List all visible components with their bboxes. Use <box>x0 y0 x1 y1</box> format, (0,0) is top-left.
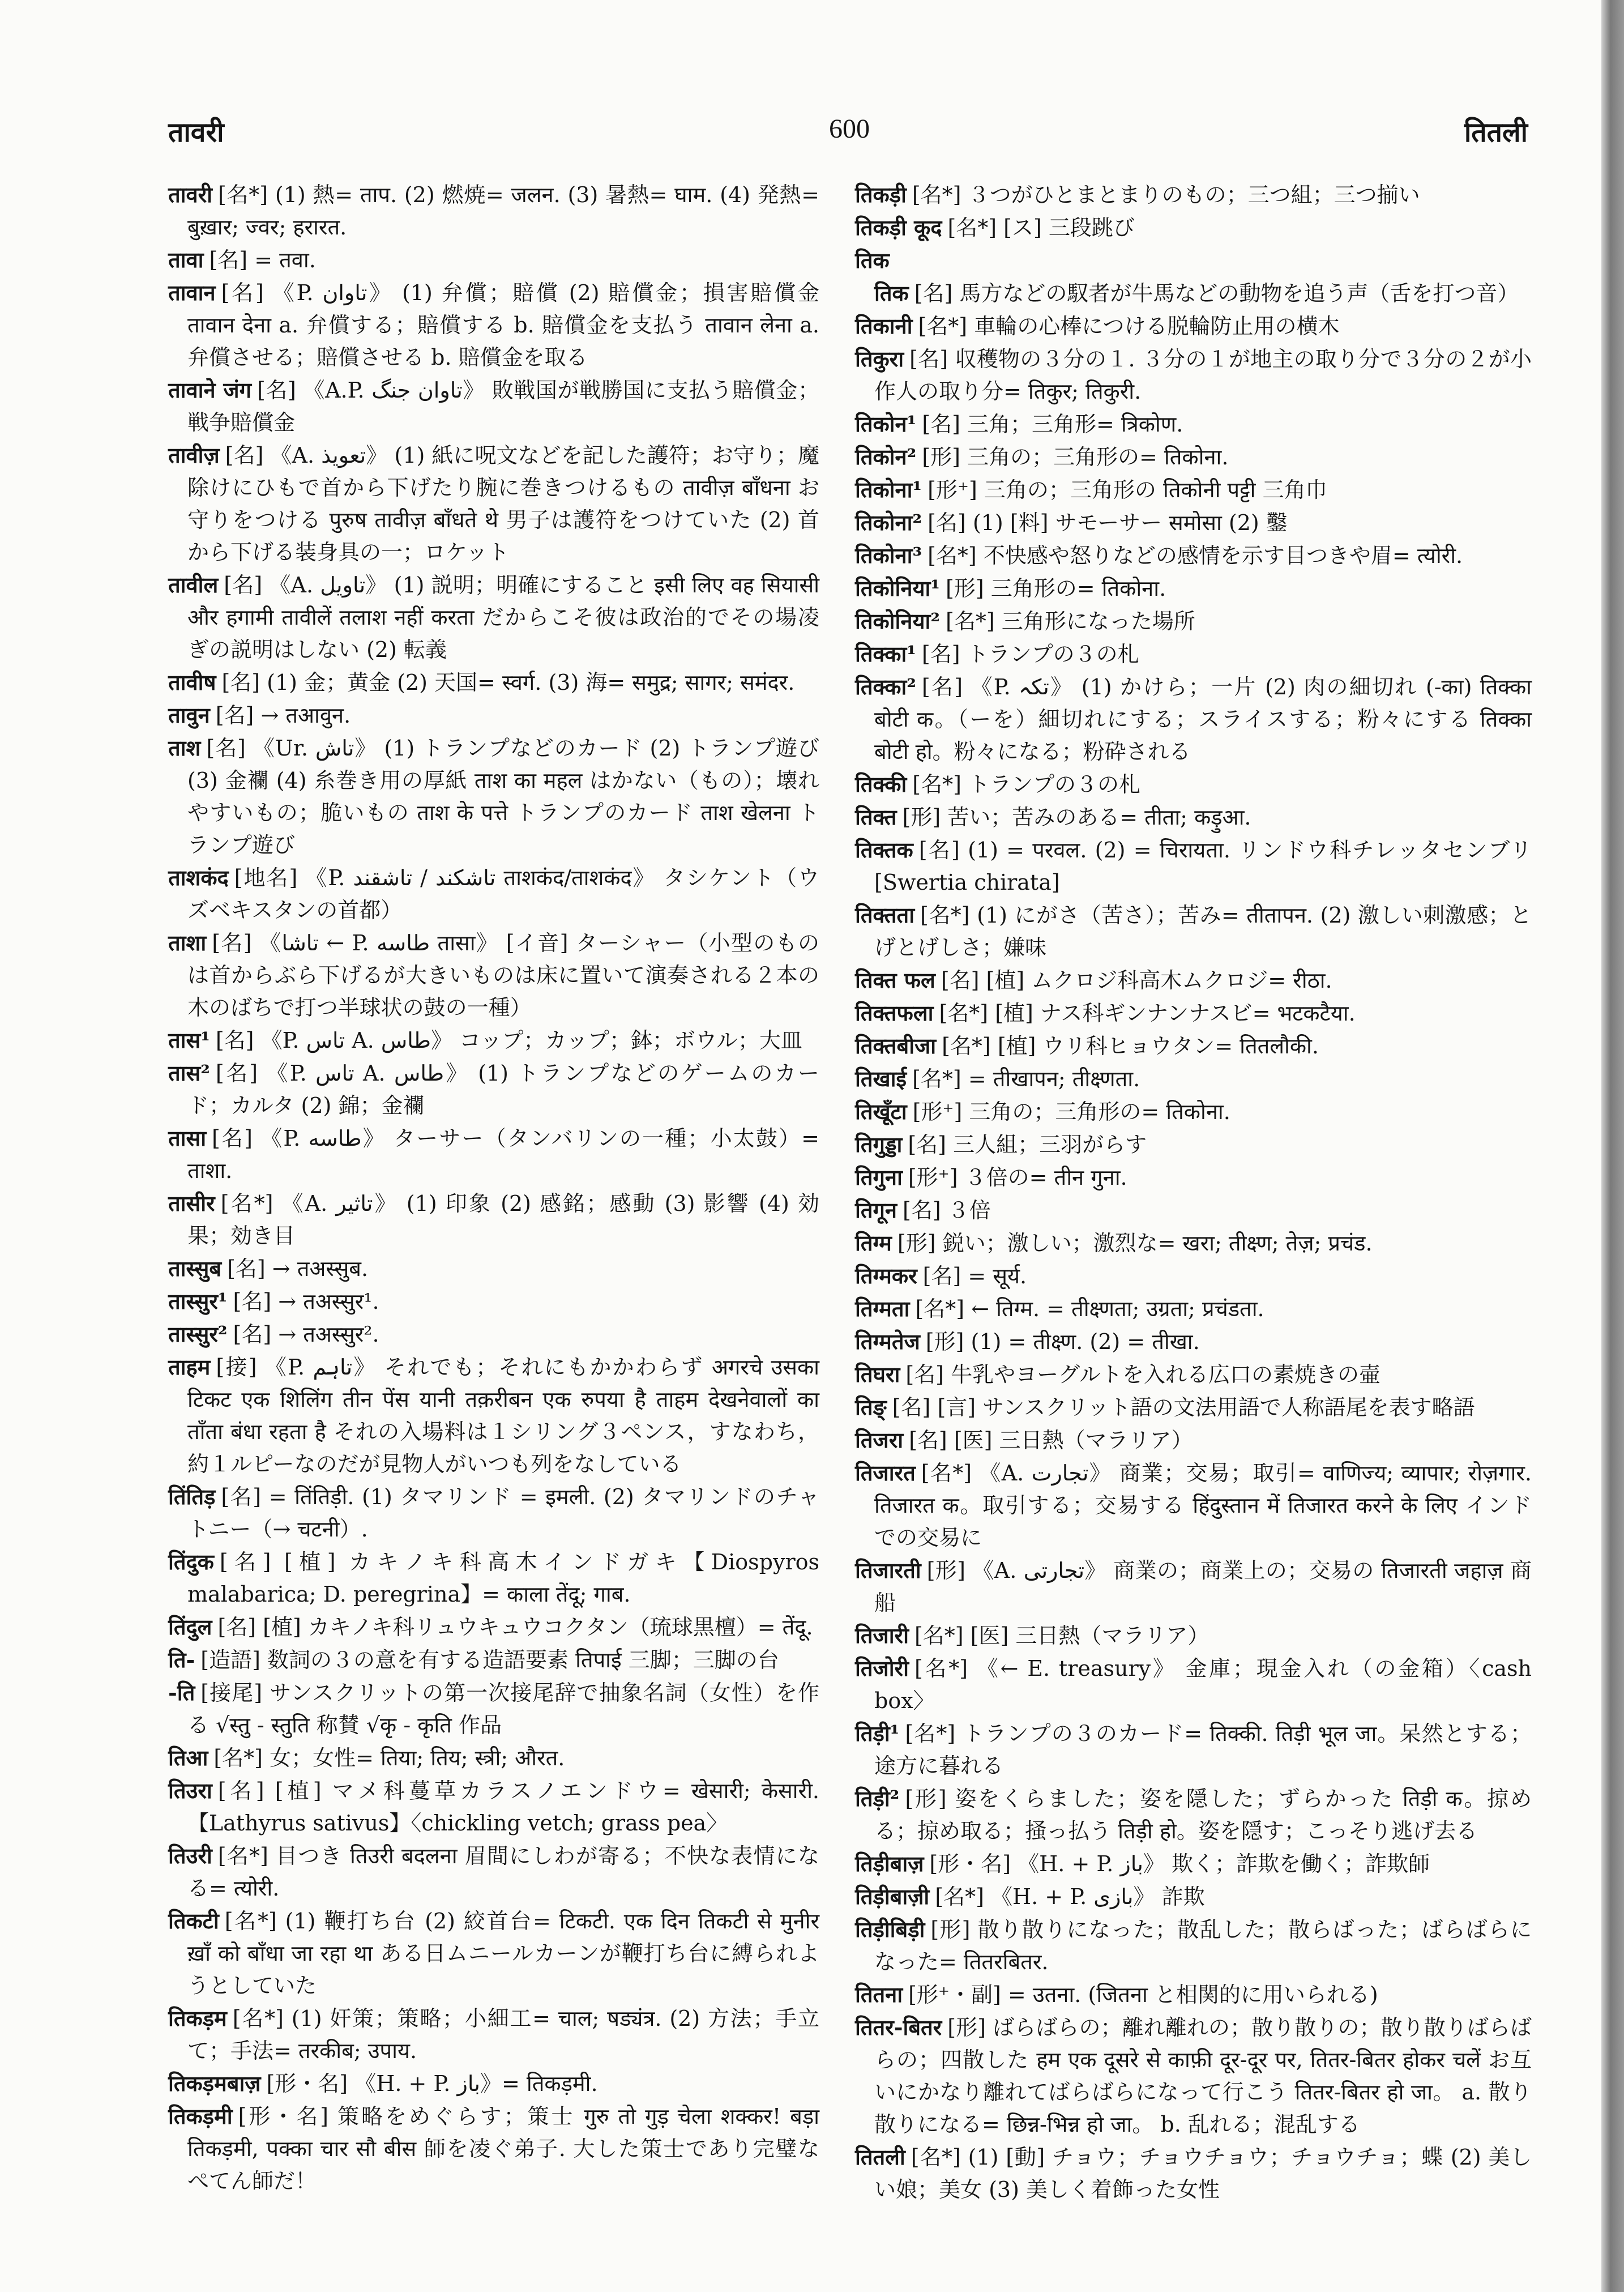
entry-headword: तिक्त फल <box>855 967 935 993</box>
entry-headword: तिग्म <box>855 1230 892 1256</box>
entry-definition: [接尾] サンスクリットの第一次接尾辞で抽象名詞（女性）を作る √स्तु - स्तुति 称賛 √कृ - कृति 作品 <box>187 1680 819 1738</box>
entry-headword: तिजारती <box>855 1557 921 1583</box>
dictionary-entry <box>168 1057 819 1122</box>
entry-definition: [名*] 不快感や怒りなどの感情を示す目つきや眉= त्योरी. <box>928 543 1463 568</box>
entry-headword: तासीर <box>168 1190 215 1216</box>
dictionary-entry <box>168 927 819 1024</box>
entry-definition: [名*] (1) にがさ（苦さ）；苦み= तीतापन. (2) 激しい刺激感；とげとげしさ；嫌味 <box>874 903 1532 960</box>
dictionary-entry <box>168 1318 819 1351</box>
dictionary-entry <box>855 1847 1532 1880</box>
dictionary-entry <box>855 1424 1532 1457</box>
entry-definition: [名] → तअस्सुर¹. <box>233 1289 379 1314</box>
dictionary-entry <box>168 1252 819 1285</box>
entry-definition: [名] 《A.P. تاوان جنگ》 敗戦国が戦勝国に支払う賠償金；戦争賠償金 <box>187 378 819 435</box>
dictionary-entry <box>855 899 1532 964</box>
entry-headword: ति- <box>168 1647 195 1672</box>
entry-headword: तिक्त <box>855 804 897 830</box>
entry-headword: तिकोना³ <box>855 543 922 568</box>
dictionary-entry <box>168 1351 819 1480</box>
entry-headword: तिकोन¹ <box>855 411 917 437</box>
entry-definition: [名] ３倍 <box>903 1198 991 1223</box>
dictionary-entry <box>855 605 1532 638</box>
entry-definition: [名] トランプの３の札 <box>921 642 1139 667</box>
entry-headword: तिउरा <box>168 1778 212 1803</box>
entry-definition: [名] 《P. تاس A. طاس》 コップ；カップ；鉢；ボウル；大皿 <box>215 1028 802 1053</box>
dictionary-entry <box>855 441 1532 473</box>
header-guide-word-right: तितली <box>1464 117 1528 148</box>
entry-headword: तिक तिक <box>855 247 909 306</box>
entry-definition: [名*] 女；女性= तिया; तिय; स्त्री; औरत. <box>213 1745 565 1770</box>
dictionary-entry <box>168 569 819 666</box>
entry-definition: [名*] [植] ナス科ギンナンナスビ= भटकटैया. <box>939 1001 1356 1026</box>
entry-headword: -ति <box>168 1680 195 1705</box>
dictionary-entry <box>168 1122 819 1187</box>
entry-headword: तास्सुर¹ <box>168 1288 228 1314</box>
entry-headword: तितली <box>855 2144 905 2170</box>
dictionary-entry <box>855 1978 1532 2011</box>
entry-definition: [名] [植] カキノキ科リュウキュウコクタン（琉球黒檀）= तेंदू. <box>217 1615 813 1640</box>
entry-headword: ताशा <box>168 930 207 955</box>
entry-headword: तिकड़मी <box>168 2103 233 2129</box>
dictionary-entry <box>855 310 1532 343</box>
entry-definition: [名*] ← तिग्म. = तीक्ष्णता; उग्रता; प्रचंडता. <box>915 1296 1264 1321</box>
entry-definition: [名*] ３つがひとまとまりのもの；三つ組；三つ揃い <box>912 182 1420 207</box>
dictionary-entry <box>168 699 819 732</box>
entry-definition: [名] = तिंतिड़ी. (1) タマリンド = इमली. (2) タマリンドのチャトニー（→ चटनी）. <box>187 1484 819 1542</box>
entry-definition: [名] = तवा. <box>209 247 316 272</box>
dictionary-entry <box>855 1194 1532 1227</box>
entry-definition: [形⁺] 三角の；三角形の तिकोनी पट्टी 三角巾 <box>928 477 1327 502</box>
entry-definition: [名] (1) 金；黄金 (2) 天国= स्वर्ग. (3) 海= समुद्र; सागर; समंदर. <box>221 670 795 695</box>
dictionary-entry <box>855 2141 1532 2206</box>
entry-definition: [形] ばらばらの；離れ離れの；散り散りの；散り散りばらばらの；四散した हम एक दूसरे से काफ़ी दूर-दूर पर, तितर-बितर होकर चलें お互いにかなり離れてばらばらになって行こう तितर-बितर हो जा。 a. 散り散りになる= छिन्न-भिन्न हो जा。 b. 乱れる；混乱する <box>874 2015 1532 2137</box>
dictionary-entry <box>168 178 819 244</box>
entry-headword: तासा <box>168 1125 207 1151</box>
dictionary-entry <box>168 1546 819 1611</box>
entry-headword: तास्सुब <box>168 1256 222 1281</box>
entry-headword: तिग्मकर <box>855 1263 917 1288</box>
entry-definition: [名*] 三角形になった場所 <box>946 609 1195 634</box>
entry-headword: तिजारी <box>855 1623 909 1648</box>
dictionary-entry <box>855 1619 1532 1652</box>
entry-headword: तिड़ीबाज़ी <box>855 1884 930 1909</box>
page-number: 600 <box>829 114 870 144</box>
entry-headword: तिकड़ी कूद <box>855 215 942 240</box>
entry-definition: [名*] 《A. تجارت》 商業；交易；取引= वाणिज्य; व्यापार; रोज़गार. तिजारत क。取引する；交易する हिंदुस्तान में तिजारत करने के लिए インドでの交易に <box>874 1461 1532 1550</box>
dictionary-entry <box>855 997 1532 1030</box>
dictionary-entry <box>855 638 1532 671</box>
dictionary-entry <box>855 1717 1532 1782</box>
entry-headword: तिकड़ी <box>855 182 907 207</box>
entry-headword: तिघरा <box>855 1361 900 1387</box>
entry-definition: [名] (1) [料] サモーサー समोसा (2) 鑿 <box>928 510 1288 535</box>
entry-headword: तिक्की <box>855 771 907 797</box>
dictionary-entry <box>855 244 1532 310</box>
entry-headword: तिड़ी¹ <box>855 1721 900 1746</box>
entry-definition: [形] 三角の；三角形の= तिकोना. <box>922 445 1229 470</box>
entry-headword: तावीज़ <box>168 442 220 468</box>
entry-definition: [名*] (1) [動] チョウ；チョウチョウ；チョウチョ；蝶 (2) 美しい娘；美女 (3) 美しく着飾った女性 <box>874 2145 1532 2202</box>
header-guide-word-left: तावरी <box>168 117 224 148</box>
dictionary-entry <box>855 834 1532 899</box>
entry-definition: [名] 《تاشا ← P. طاسه तासा》 [イ音] ターシャー（小型のものは首からぶら下げるが大きいものは床に置いて演奏される２本の木のばちで打つ半球状の鼓の一種） <box>187 931 820 1020</box>
entry-definition: [名] 《P. تاس A. طاس》 (1) トランプなどのゲームのカード；カルタ (2) 錦；金襴 <box>187 1061 819 1118</box>
entry-definition: [接] 《P. تاہم》 それでも；それにもかかわらず अगरचे उसका टिकट एक शिलिंग तीन पेंस यानी तक़रीबन एक रुपया है ताहम देखनेवालों का ताँता बंधा रहता है それの入場料は１シリング３ペンス，すなわち，約１ルピーなのだが見物人がいつも列をなしている <box>187 1355 819 1476</box>
entry-headword: तावुन <box>168 702 210 728</box>
dictionary-entry <box>855 1030 1532 1062</box>
entry-definition: [名*] 《A. تاثیر》 (1) 印象 (2) 感銘；感動 (3) 影響 (4) 効果；効き目 <box>187 1191 819 1248</box>
entry-definition: [形] 三角形の= तिकोना. <box>946 576 1166 601</box>
dictionary-entry <box>855 1260 1532 1292</box>
entry-definition: [名] [植] ムクロジ科高木ムクロジ= रीठा. <box>941 968 1332 993</box>
entry-headword: तिआ <box>168 1745 208 1770</box>
entry-definition: [形・名] 《H. + P. باز》= तिकड़मी. <box>266 2071 598 2096</box>
entry-headword: तिकोनिया¹ <box>855 575 940 601</box>
entry-headword: तिगून <box>855 1197 897 1223</box>
dictionary-entry <box>855 506 1532 539</box>
entry-definition: [名*] [医] 三日熱（マラリア） <box>914 1623 1210 1648</box>
dictionary-entry <box>168 1905 819 2002</box>
entry-definition: [形] 苦い；苦みのある= तीता; कड़ुआ. <box>902 805 1251 830</box>
entry-definition: [名*] (1) 鞭打ち台 (2) 絞首台= टिकटी. एक दिन तिकटी से मुनीर ख़ाँ को बाँधा जा रहा था ある日ムニールカーンが鞭打ち台に縛られようとしていた <box>187 1909 819 1998</box>
entry-definition: [名] 三人組；三羽がらす <box>908 1132 1147 1157</box>
entry-headword: तिकोना² <box>855 510 922 535</box>
dictionary-entry <box>168 1285 819 1318</box>
dictionary-entry <box>855 671 1532 768</box>
entry-definition: [名*] トランプの３のカード= तिक्की. तिड़ी भूल जा。呆然とする；途方に暮れる <box>874 1721 1532 1778</box>
entry-definition: [形] 《A. تجارتی》 商業の；商業上の；交易の तिजारती जहाज़ 商船 <box>874 1558 1532 1615</box>
dictionary-entry <box>168 1480 819 1546</box>
entry-headword: तिंदुक <box>168 1549 214 1574</box>
entry-headword: तिखूँटा <box>855 1099 907 1124</box>
dictionary-entry <box>168 732 819 861</box>
entry-headword: तिकोन² <box>855 444 917 470</box>
entry-headword: ताहम <box>168 1354 211 1380</box>
entry-headword: तिंतिड़ <box>168 1484 216 1509</box>
entry-definition: [名] → तअस्सुर². <box>233 1322 379 1347</box>
entry-definition: [形] 鋭い；激しい；激烈な= खरा; तीक्ष्ण; तेज़; प्रचंड. <box>897 1231 1373 1256</box>
dictionary-entry <box>168 2067 819 2100</box>
dictionary-entry <box>855 1554 1532 1619</box>
entry-headword: तिकोनिया² <box>855 608 940 634</box>
entry-headword: तिक्तता <box>855 902 915 928</box>
entry-definition: [名] → तअस्सुब. <box>227 1256 369 1281</box>
dictionary-entry <box>168 1024 819 1057</box>
entry-headword: तिजरा <box>855 1427 904 1453</box>
entry-definition: [形・名] 策略をめぐらす；策士 गुरु तो गुड़ चेला शक्कर! बड़ा तिकड़मी, पक्का चार सौ बीस 師を凌ぐ弟子. 大した策士であり完璧なぺてん師だ！ <box>187 2104 819 2193</box>
entry-definition: [造語] 数詞の３の意を有する造語要素 तिपाई 三脚；三脚の台 <box>200 1647 779 1672</box>
entry-definition: [名*] 《H. + P. بازی》 詐欺 <box>935 1884 1205 1909</box>
dictionary-entry <box>168 1742 819 1774</box>
entry-definition: [形⁺] 三角の；三角形の= तिकोना. <box>912 1099 1230 1124</box>
entry-headword: तिकुरा <box>855 346 904 372</box>
dictionary-entry <box>855 211 1532 244</box>
entry-definition: [名] 《A. تاویل》 (1) 説明；明確にすること इसी लिए वह सियासी और हगामी तावीलें तलाश नहीं करता だからこそ彼は政治的でその場凌ぎの説明はしない (2) 転義 <box>187 573 820 662</box>
entry-headword: तिखाई <box>855 1066 907 1091</box>
entry-headword: तिक्तबीजा <box>855 1033 937 1058</box>
dictionary-entry <box>855 1358 1532 1391</box>
dictionary-entry <box>855 801 1532 834</box>
entry-headword: तितना <box>855 1982 903 2007</box>
entry-headword: ताश <box>168 735 201 761</box>
entry-headword: तिकड़म <box>168 2005 227 2031</box>
dictionary-entry <box>855 1913 1532 1978</box>
entry-headword: तिड़ीबाज़ <box>855 1851 924 1876</box>
entry-definition: [名] [植] マメ科蔓草カラスノエンドウ= खेसारी; केसारी. 【Lathyrus sativus】〈chickling vetch; grass pea〉 <box>187 1778 819 1836</box>
entry-headword: तावा <box>168 247 204 272</box>
dictionary-entry <box>855 1391 1532 1424</box>
dictionary-entry <box>855 1095 1532 1128</box>
dictionary-entry <box>168 276 819 374</box>
entry-definition: [名*] (1) 熱= ताप. (2) 燃焼= जलन. (3) 暑熱= घाम. (4) 発熱= बुख़ार; ज्वर; हरारत. <box>187 182 819 240</box>
entry-headword: ताशकंद <box>168 865 229 890</box>
entry-definition: [形・名] 《H. + P. باز》 欺く；詐欺を働く；詐欺師 <box>929 1851 1430 1876</box>
entry-headword: तिकड़मबाज़ <box>168 2071 261 2096</box>
entry-definition: [名*] [ス] 三段跳び <box>947 215 1135 240</box>
dictionary-entry <box>168 1839 819 1905</box>
entry-definition: [名] (1) = परवल. (2) = चिरायता. リンドウ科チレッタセンブリ [Swertia chirata] <box>874 838 1532 895</box>
entry-definition: [名] 牛乳やヨーグルトを入れる広口の素焼きの壷 <box>905 1362 1381 1387</box>
dictionary-entry <box>168 666 819 699</box>
entry-headword: तिकोना¹ <box>855 477 922 502</box>
entry-definition: [名*] = तीखापन; तीक्ष्णता. <box>912 1066 1140 1091</box>
dictionary-entry <box>168 244 819 276</box>
dictionary-entry <box>168 2002 819 2067</box>
entry-definition: [名] [言] サンスクリット語の文法用語で人称語尾を表す略語 <box>892 1395 1475 1420</box>
entry-headword: तावील <box>168 572 219 597</box>
entry-headword: तिड़ीबिड़ी <box>855 1917 925 1942</box>
entry-headword: तिजोरी <box>855 1655 909 1681</box>
entry-headword: तावाने जंग <box>168 377 251 403</box>
dictionary-entry <box>855 1457 1532 1554</box>
dictionary-entry <box>855 572 1532 605</box>
entry-definition: [名] 《P. طاسه》 ターサー（タンバリンの一種；小太鼓）= ताशा. <box>187 1126 820 1183</box>
entry-definition: [名*] (1) 奸策；策略；小細工= चाल; षड्यंत्र. (2) 方法；手立て；手法= तरकीब; उपाय. <box>187 2006 819 2063</box>
entry-definition: [名*] 車輪の心棒につける脱輪防止用の横木 <box>918 314 1340 339</box>
entry-definition: [名*] 《← E. treasury》 金庫；現金入れ（の金箱）〈cash box〉 <box>874 1656 1532 1713</box>
dictionary-entry <box>855 343 1532 408</box>
entry-headword: तिकानी <box>855 313 913 339</box>
dictionary-entry <box>855 1128 1532 1161</box>
dictionary-entry <box>168 1774 819 1839</box>
entry-definition: [名] [医] 三日熱（マラリア） <box>909 1428 1193 1453</box>
entry-headword: तिड़ी² <box>855 1786 900 1811</box>
dictionary-entry <box>855 964 1532 997</box>
entry-definition: [形⁺・副] = उतना. (जितना と相関的に用いられる) <box>908 1982 1378 2007</box>
dictionary-entry <box>168 1611 819 1644</box>
entry-headword: तिक्तफला <box>855 1000 934 1026</box>
entry-definition: [形] 姿をくらました；姿を隠した；ずらかった तिड़ी क。掠める；掠め取る；掻っ払う तिड़ी हो。姿を隠す；こっそり逃げ去る <box>874 1786 1532 1843</box>
dictionary-entry <box>855 539 1532 572</box>
entry-definition: [名*] 目つき तिउरी बदलना 眉間にしわが寄る；不快な表情になる= त्योरी. <box>187 1843 819 1901</box>
dictionary-entry <box>855 473 1532 506</box>
dictionary-entry <box>855 1652 1532 1717</box>
entry-definition: [名] 馬方などの馭者が牛馬などの動物を追う声（舌を打つ音） <box>914 281 1519 306</box>
entry-headword: तिङ् <box>855 1394 887 1420</box>
entry-definition: [名] 《A. تعویذ》 (1) 紙に呪文などを記した護符；お守り；魔除けにひもで首から下げたり腕に巻きつけるもの तावीज़ बाँधना お守りをつける पुरुष तावीज़ बाँधते थे 男子は護符をつけていた (2) 首から下げる装身具の一；ロケット <box>187 443 819 565</box>
dictionary-entry <box>168 439 819 569</box>
dictionary-entry <box>168 2100 819 2197</box>
entry-headword: तास¹ <box>168 1027 210 1053</box>
dictionary-entry <box>855 1227 1532 1260</box>
entry-definition: [形] (1) = तीक्ष्ण. (2) = तीखा. <box>925 1329 1200 1354</box>
dictionary-entry <box>855 768 1532 801</box>
entry-definition: [名] 《P. تکہ》 (1) かけら；一片 (2) 肉の細切れ (-का) तिक्का बोटी क。（ーを）細切れにする；スライスする；粉々にする तिक्का बोटी हो。粉々になる；粉砕される <box>874 675 1532 764</box>
entry-definition: [名] [植] カキノキ科高木インドガキ【Diospyros malabarica; D. peregrina】= काला तेंदू; गाब. <box>187 1550 819 1607</box>
entry-headword: तावीष <box>168 669 216 695</box>
entry-headword: तितर-बितर <box>855 2014 942 2040</box>
dictionary-entry <box>855 1292 1532 1325</box>
entry-headword: तिक्का¹ <box>855 641 916 667</box>
entry-headword: तिग्मतेज <box>855 1329 920 1354</box>
entry-headword: तिक्का² <box>855 674 916 699</box>
entry-headword: तिगुना <box>855 1164 903 1190</box>
entry-definition: [名] = सूर्य. <box>922 1264 1027 1288</box>
dictionary-entry <box>855 2011 1532 2141</box>
dictionary-entry <box>855 1880 1532 1913</box>
entry-headword: तिंदुल <box>168 1614 212 1640</box>
entry-definition: [形] 散り散りになった；散乱した；散らばった；ばらばらになった= तितरबितर. <box>874 1917 1532 1974</box>
entry-definition: [名] → तआवुन. <box>215 703 351 728</box>
right-column <box>855 178 1532 2206</box>
entry-headword: तास² <box>168 1060 210 1086</box>
entry-headword: तावान <box>168 280 216 305</box>
entry-definition: [名] 《P. تاوان》 (1) 弁償；賠償 (2) 賠償金；損害賠償金 तावान देना a. 弁償する；賠償する b. 賠償金を支払う तावान लेना a. 弁償させる；賠償させる b. 賠償金を取る <box>187 280 819 370</box>
scanner-edge <box>1601 0 1624 2292</box>
entry-definition: [名] 収穫物の３分の１. ３分の１が地主の取り分で３分の２が小作人の取り分= तिकुर; तिकुरी. <box>874 347 1532 404</box>
dictionary-entry <box>855 1161 1532 1194</box>
entry-definition: [形⁺] ３倍の= तीन गुना. <box>908 1165 1127 1190</box>
dictionary-entry <box>855 178 1532 211</box>
left-column <box>168 178 819 2197</box>
dictionary-entry <box>855 408 1532 441</box>
dictionary-entry <box>855 1062 1532 1095</box>
entry-definition: [名*] トランプの３の札 <box>912 772 1140 797</box>
entry-headword: तिक्तक <box>855 837 913 863</box>
entry-headword: तिउरी <box>168 1843 212 1868</box>
dictionary-entry <box>168 374 819 439</box>
entry-headword: तिकटी <box>168 1908 219 1934</box>
entry-headword: तिजारत <box>855 1460 916 1486</box>
entry-headword: तिग्मता <box>855 1296 910 1321</box>
entry-headword: तास्सुर² <box>168 1321 228 1347</box>
dictionary-entry <box>855 1782 1532 1847</box>
entry-definition: [名] 《Ur. تاش》 (1) トランプなどのカード (2) トランプ遊び (3) 金襴 (4) 糸巻き用の厚紙 ताश का महल はかない（もの）；壊れやすいもの；脆いもの ताश के पत्ते トランプのカード ताश खेलना トランプ遊び <box>187 736 819 857</box>
entry-definition: [名] 三角；三角形= त्रिकोण. <box>922 412 1183 437</box>
dictionary-entry <box>855 1325 1532 1358</box>
entry-definition: [名*] [植] ウリ科ヒョウタン= तितलौकी. <box>942 1034 1319 1058</box>
entry-headword: तिगुड्डा <box>855 1132 903 1157</box>
entry-headword: तावरी <box>168 182 213 207</box>
dictionary-entry <box>168 1644 819 1676</box>
dictionary-entry <box>168 861 819 927</box>
dictionary-entry <box>168 1676 819 1742</box>
entry-definition: [地名] 《P. تاشکند / تاشقند ताशकंद/ताशकंद》 タシケント（ウズベキスタンの首都） <box>187 865 819 923</box>
dictionary-entry <box>168 1187 819 1252</box>
